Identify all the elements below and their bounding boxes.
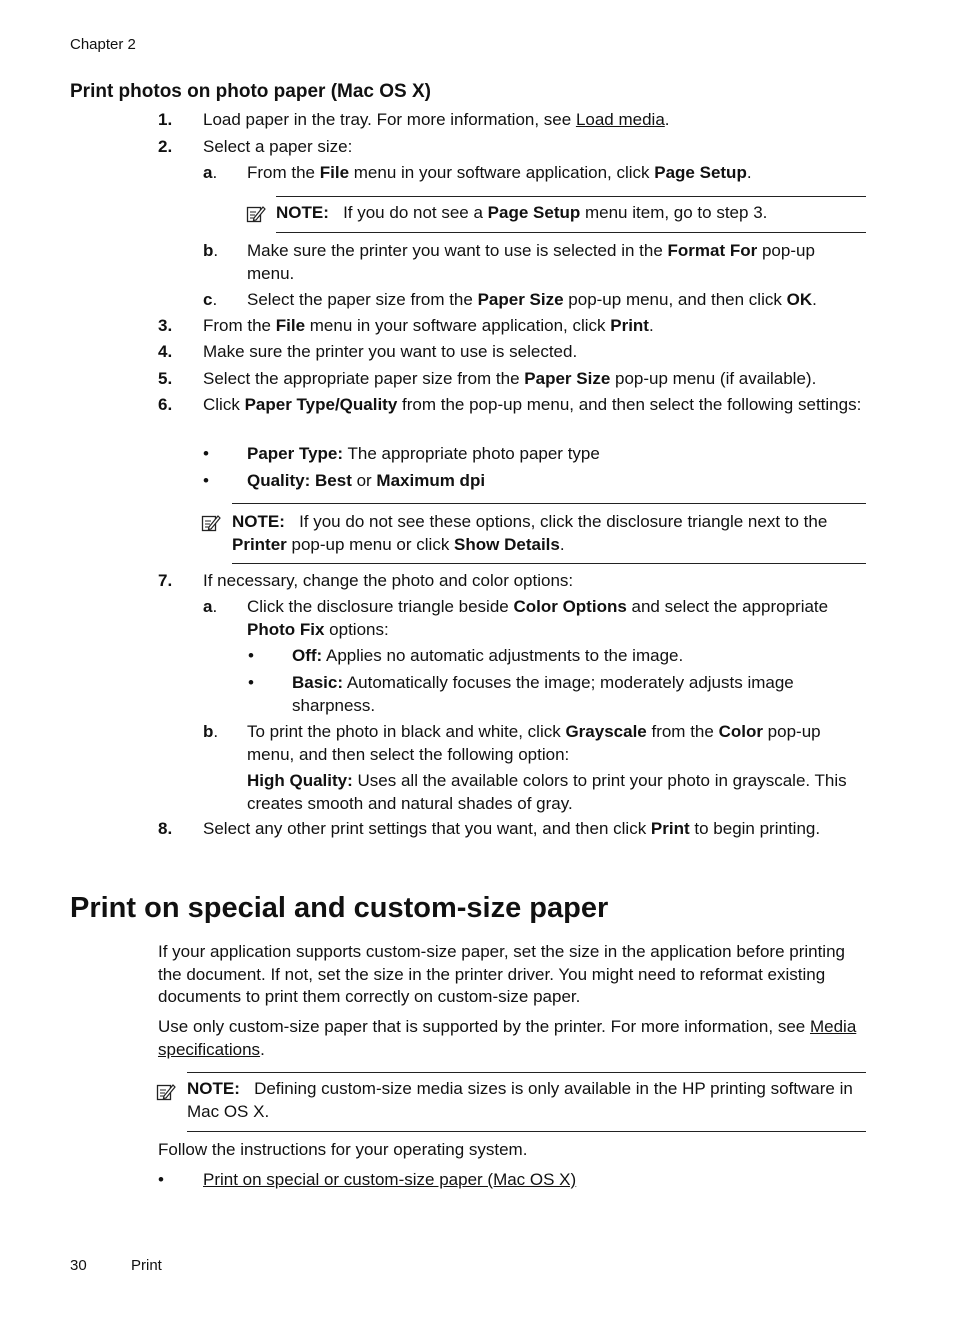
text: or	[351, 471, 377, 490]
sub-label-letter: b	[203, 722, 214, 741]
step-number: 1.	[158, 110, 173, 129]
text: Click	[203, 395, 245, 414]
paragraph	[158, 1016, 866, 1061]
bullet-link-item	[203, 1169, 576, 1192]
step-7a-text	[247, 596, 866, 641]
text: File	[319, 163, 350, 182]
text: menu item, go to step 3.	[580, 203, 768, 222]
section-title: Print photos on photo paper (Mac OS X)	[70, 81, 431, 102]
text: Printer	[232, 534, 287, 554]
text: File	[275, 316, 306, 335]
text: Print	[650, 819, 690, 838]
text: pop-up menu, and then select the following option:	[247, 722, 821, 764]
text: Select the paper size from the	[247, 290, 478, 309]
bullet: •	[203, 444, 209, 463]
text: .	[664, 110, 670, 129]
load-media-link[interactable]: Load media	[575, 110, 665, 129]
text: .	[260, 1039, 265, 1059]
step-2b-text	[247, 240, 866, 285]
text: .	[559, 534, 565, 554]
bullet: •	[203, 471, 209, 490]
text: pop-up menu or click	[286, 534, 455, 554]
text: Paper Type:	[247, 444, 344, 463]
sub-step-label: a.	[203, 597, 218, 616]
paragraph: If your application supports custom-size paper, set the size in the application before printing the document. If not, set the size in the printer driver. You might need to reformat existing documents to print them correctly on custom-size paper.	[158, 942, 845, 1006]
text: Use only custom-size paper that is supported by the printer. For more information, see	[158, 1017, 810, 1036]
text: If you do not see a	[343, 203, 488, 222]
text: Photo Fix	[247, 619, 325, 639]
text: Select any other print settings that you want, and then click	[203, 819, 651, 838]
text: and select the appropriate	[626, 597, 829, 616]
step-5-text	[203, 368, 874, 391]
text: Color Options	[513, 597, 627, 616]
step-number: 8.	[158, 819, 173, 838]
section-heading: Print on special and custom-size paper	[70, 892, 609, 924]
note-pencil-icon	[246, 204, 266, 224]
text: options:	[324, 619, 389, 639]
chapter-header: Chapter 2	[70, 36, 136, 53]
text: If you do not see these options, click the disclosure triangle next to the	[299, 512, 828, 531]
media-specifications-link[interactable]: Media specifications	[158, 1017, 857, 1059]
text: from the pop-up menu, and then select the following settings:	[397, 395, 862, 414]
step-7-text: If necessary, change the photo and color options:	[203, 571, 574, 590]
high-quality-text	[247, 770, 866, 815]
text: Paper Size	[477, 290, 564, 309]
text: Format For	[667, 241, 758, 260]
text: Show Details	[454, 534, 560, 554]
note-box	[232, 503, 866, 564]
note-box	[187, 1072, 866, 1132]
text: The appropriate photo paper type	[343, 444, 600, 463]
sub-step-label: b.	[203, 241, 219, 260]
text: NOTE:	[232, 512, 285, 531]
text: Print	[610, 316, 649, 335]
text: Load paper in the tray. For more information, see	[203, 110, 576, 129]
text: Page Setup	[487, 203, 581, 222]
text: Automatically focuses the image; moderately adjusts image sharpness.	[292, 673, 794, 715]
text: menu in your software application, click	[349, 163, 655, 182]
text: To print the photo in black and white, click	[247, 722, 566, 741]
sub-label-letter: a	[203, 163, 213, 182]
text: Page Setup	[654, 163, 747, 182]
bullet: •	[248, 646, 254, 665]
bullet-basic	[292, 672, 866, 717]
text: pop-up menu, and then click	[563, 290, 787, 309]
step-2-text: Select a paper size:	[203, 137, 353, 156]
sub-step-label: b.	[203, 722, 219, 741]
text: Quality: Best	[247, 471, 352, 490]
step-1-text	[203, 109, 866, 132]
text: Color	[718, 722, 763, 741]
footer-section: Print	[131, 1257, 162, 1274]
note-text	[232, 511, 866, 556]
text: from the	[646, 722, 719, 741]
text: pop-up menu.	[247, 241, 815, 283]
text: Defining custom-size media sizes is only available in the HP printing software in Mac OS X.	[187, 1079, 853, 1121]
step-3-text	[203, 315, 866, 338]
step-2a-text	[247, 162, 866, 185]
text: Grayscale	[565, 722, 647, 741]
text: Paper Type/Quality	[244, 395, 398, 414]
note-pencil-icon	[201, 513, 221, 533]
text: Applies no automatic adjustments to the image.	[322, 646, 684, 665]
step-number: 7.	[158, 571, 173, 590]
bullet: •	[158, 1170, 164, 1189]
text: OK	[786, 290, 813, 309]
step-6-text	[203, 394, 866, 417]
step-number: 6.	[158, 395, 173, 414]
bullet-quality	[247, 470, 866, 493]
text: Maximum dpi	[376, 471, 486, 490]
step-number: 3.	[158, 316, 173, 335]
text: From the	[247, 163, 320, 182]
step-number: 5.	[158, 369, 173, 388]
note-text	[276, 202, 866, 225]
text: Make sure the printer you want to use is selected in the	[247, 241, 668, 260]
paragraph: Follow the instructions for your operating system.	[158, 1140, 528, 1159]
step-7b-text	[247, 721, 866, 766]
text: to begin printing.	[689, 819, 821, 838]
bullet: •	[248, 673, 254, 692]
sub-label-letter: c	[203, 290, 213, 309]
text: Select the appropriate paper size from the	[203, 369, 525, 388]
sub-label-letter: b	[203, 241, 214, 260]
sub-step-label: c.	[203, 290, 218, 309]
text: Off:	[292, 646, 323, 665]
step-number: 4.	[158, 342, 173, 361]
page-number: 30	[70, 1257, 87, 1274]
custom-size-mac-link[interactable]: Print on special or custom-size paper (Mac OS X)	[203, 1170, 577, 1189]
step-4-text: Make sure the printer you want to use is selected.	[203, 342, 578, 361]
text: High Quality:	[247, 771, 353, 790]
text: Basic:	[292, 673, 344, 692]
bullet-paper-type	[247, 443, 866, 466]
text: .	[812, 290, 817, 309]
step-2c-text	[247, 289, 866, 312]
sub-label-letter: a	[203, 597, 213, 616]
step-8-text	[203, 818, 866, 841]
text: .	[746, 163, 752, 182]
note-text	[187, 1078, 866, 1123]
text: menu in your software application, click	[305, 316, 611, 335]
step-number: 2.	[158, 137, 173, 156]
text: From the	[203, 316, 276, 335]
text: pop-up menu (if available).	[610, 369, 817, 388]
bullet-off	[292, 645, 866, 668]
text: NOTE:	[187, 1079, 240, 1098]
note-box	[276, 196, 866, 233]
note-pencil-icon	[156, 1082, 176, 1102]
text: Uses all the available colors to print your photo in grayscale. This creates smooth and natural shades of gray.	[247, 771, 847, 813]
text: .	[648, 316, 654, 335]
text: NOTE:	[276, 203, 329, 222]
text: Paper Size	[524, 369, 611, 388]
sub-step-label: a.	[203, 163, 218, 182]
text: Click the disclosure triangle beside	[247, 597, 514, 616]
